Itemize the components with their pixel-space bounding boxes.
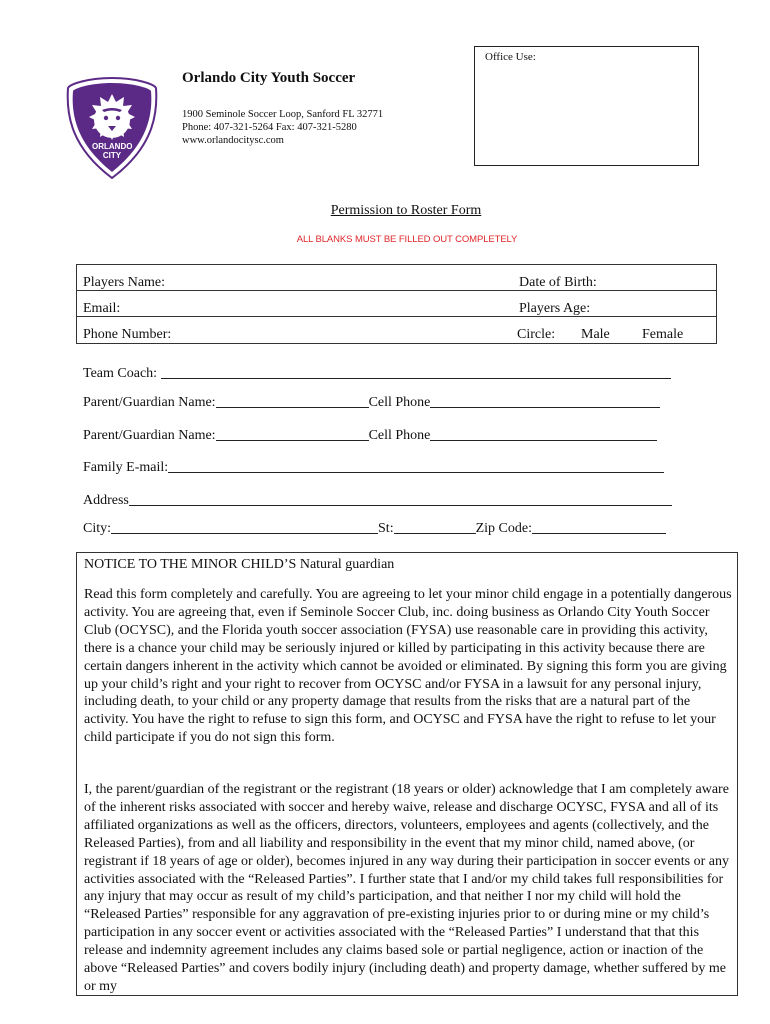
zip-code-label: Zip Code: bbox=[475, 521, 532, 536]
parent-guardian-2-label: Parent/Guardian Name: bbox=[83, 428, 216, 443]
city-state-zip-field bbox=[83, 519, 666, 537]
family-email-label: Family E-mail: bbox=[83, 460, 169, 475]
date-of-birth-label: Date of Birth: bbox=[519, 275, 597, 290]
player-row-email bbox=[77, 291, 716, 317]
player-row-name bbox=[77, 265, 716, 291]
family-email-field bbox=[83, 458, 664, 476]
parent-guardian-1-label: Parent/Guardian Name: bbox=[83, 395, 216, 410]
city-label: City: bbox=[83, 521, 112, 536]
cell-phone-2-label: Cell Phone bbox=[368, 428, 431, 443]
notice-paragraph-1: Read this form completely and carefully. You are agreeing to let your minor child engage in a potentially dangerous activity. You are agreeing that, even if Seminole Soccer Club, inc. doing business as Orlando City Youth Soccer Club (OCYSC), and the Florida youth soccer association (FYSA) use reasonable care in providing this activity, there is a chance your child may be seriously injured or killed by participating in this activity because there are certain dangers inherent in the activity which cannot be avoided or eliminated. By signing this form you are giving up your child’s right and your right to recover from OCYSC and/or FYSA in a lawsuit for any personal injury, including death, to your child or any property damage that results from the risks that are a natural part of the activity. You have the right to refuse to sign this form, and OCYSC and FYSA have the right to refuse to let your child participate if you do not sign this form. bbox=[84, 587, 732, 746]
team-coach-field bbox=[83, 364, 671, 382]
player-row-phone bbox=[77, 317, 716, 343]
gender-female-option[interactable]: Female bbox=[642, 327, 684, 342]
notice-paragraph-2: I, the parent/guardian of the registrant or the registrant (18 years or older) acknowledge that I am completely aware of the inherent risks associated with soccer and hereby waive, release and discharge OCYSC, FYSA and all of its affiliated organizations as well as the officers, directors, volunteers, employees and agents (collectively, and the Released Parties), from and all liability and responsibility in the event that my minor child, named above, (or registrant if 18 years of age or older), becomes injured in any way during their participation in soccer events or any activities associated with the “Released Parties”. I further state that I and/or my child takes full responsibilities for any injury that may occur as result of my child’s participation, and that neither I nor my child will hold the “Released Parties” responsible for any aggravation of pre-existing injuries prior to or during mine or my child’s participation in any soccer event or activities associated with the “Released Parties” I understand that that this release and indemnity agreement includes any claims based sole or partial negligence, action or inaction of the above “Released Parties” and covers bodily injury (including death) and property damage, whether suffered by me or my bbox=[84, 782, 729, 994]
state-label: St: bbox=[378, 521, 394, 536]
circle-label: Circle: bbox=[517, 327, 556, 342]
cell-phone-1-input[interactable] bbox=[430, 393, 660, 408]
email-label: Email: bbox=[83, 301, 121, 316]
parent-guardian-1-input[interactable] bbox=[216, 393, 369, 408]
address-field bbox=[83, 491, 672, 509]
team-coach-label: Team Coach: bbox=[83, 366, 158, 381]
cell-phone-2-input[interactable] bbox=[430, 426, 657, 441]
parent-guardian-1-field bbox=[83, 393, 660, 411]
team-coach-input[interactable] bbox=[161, 364, 671, 379]
form-warning: ALL BLANKS MUST BE FILLED OUT COMPLETELY bbox=[296, 234, 518, 245]
players-name-label: Players Name: bbox=[83, 275, 166, 290]
organization-phone-fax: Phone: 407-321-5264 Fax: 407-321-5280 bbox=[182, 122, 357, 133]
state-input[interactable] bbox=[394, 519, 476, 534]
address-input[interactable] bbox=[129, 491, 672, 506]
organization-website: www.orlandocitysc.com bbox=[182, 135, 284, 146]
orlando-city-logo bbox=[66, 76, 158, 180]
cell-phone-1-label: Cell Phone bbox=[368, 395, 431, 410]
organization-address: 1900 Seminole Soccer Loop, Sanford FL 32771 bbox=[182, 109, 384, 120]
logo-text: ORLANDO CITY bbox=[92, 142, 133, 160]
notice-heading: NOTICE TO THE MINOR CHILD’S Natural guardian bbox=[84, 557, 395, 572]
office-use-label: Office Use: bbox=[485, 51, 536, 63]
parent-guardian-2-field bbox=[83, 426, 657, 444]
parent-guardian-2-input[interactable] bbox=[216, 426, 369, 441]
family-email-input[interactable] bbox=[168, 458, 664, 473]
players-age-label: Players Age: bbox=[519, 301, 591, 316]
office-use-box bbox=[474, 46, 699, 166]
phone-number-label: Phone Number: bbox=[83, 327, 172, 342]
city-input[interactable] bbox=[111, 519, 378, 534]
address-label: Address bbox=[83, 493, 129, 508]
notice-box bbox=[76, 552, 738, 996]
zip-code-input[interactable] bbox=[532, 519, 666, 534]
gender-male-option[interactable]: Male bbox=[581, 327, 610, 342]
player-info-table bbox=[76, 264, 717, 344]
form-title: Permission to Roster Form bbox=[330, 203, 482, 218]
organization-name: Orlando City Youth Soccer bbox=[182, 70, 356, 86]
